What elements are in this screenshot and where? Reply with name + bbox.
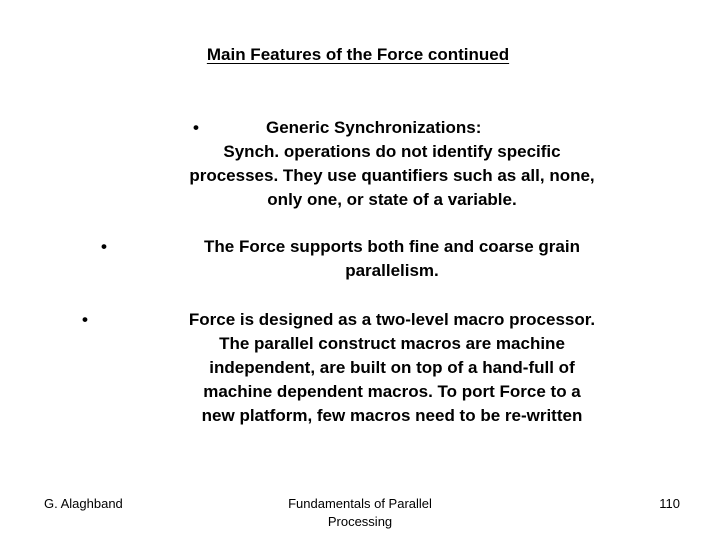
footer-page-number: 110 (659, 496, 680, 511)
footer-course-line: Fundamentals of Parallel (288, 496, 432, 511)
bullet-3-body (133, 308, 651, 428)
bullet-1-line: only one, or state of a variable. (267, 190, 517, 209)
bullet-3-line: new platform, few macros need to be re-written (201, 406, 583, 425)
footer-author: G. Alaghband (44, 496, 123, 511)
bullet-1-line: Synch. operations do not identify specific (223, 142, 561, 161)
footer-course-line: Processing (327, 514, 393, 529)
bullet-3-line: The parallel construct macros are machine (219, 334, 565, 353)
bullet-2-line: The Force supports both fine and coarse grain (204, 237, 580, 256)
bullet-3-line: machine dependent macros. To port Force to a (203, 382, 581, 401)
bullet-3-marker: • (82, 310, 88, 329)
bullet-1-marker: • (193, 118, 199, 137)
footer-course (260, 495, 460, 531)
slide-title: Main Features of the Force continued (206, 45, 510, 64)
bullet-2-marker: • (101, 237, 107, 256)
bullet-2-body (152, 235, 632, 283)
bullet-3-line: Force is designed as a two-level macro processor. (188, 310, 596, 329)
bullet-1-heading: Generic Synchronizations: (266, 118, 482, 137)
bullet-1-body (150, 140, 634, 212)
bullet-2-line: parallelism. (345, 261, 439, 280)
bullet-1-heading-row (193, 116, 481, 140)
bullet-3-line: independent, are built on top of a hand-full of (209, 358, 575, 377)
bullet-1-line: processes. They use quantifiers such as all, none, (189, 166, 595, 185)
